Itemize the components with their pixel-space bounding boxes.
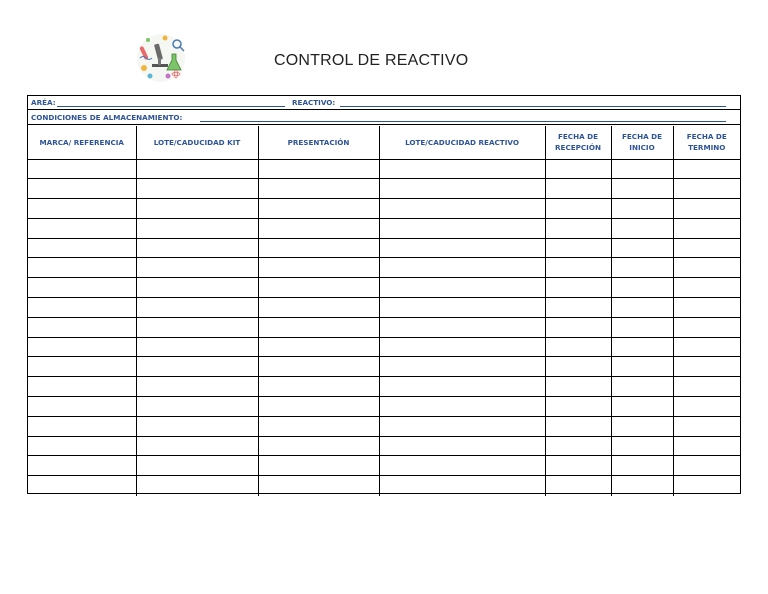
table-cell[interactable] xyxy=(379,377,545,397)
table-cell[interactable] xyxy=(673,218,740,238)
table-cell[interactable] xyxy=(545,278,611,298)
table-cell[interactable] xyxy=(258,456,379,476)
table-cell[interactable] xyxy=(673,436,740,456)
condiciones-field[interactable] xyxy=(200,121,726,122)
table-cell[interactable] xyxy=(611,436,673,456)
table-row xyxy=(28,377,740,397)
table-cell[interactable] xyxy=(28,476,136,496)
table-cell[interactable] xyxy=(258,377,379,397)
table-cell[interactable] xyxy=(136,317,258,337)
col-header-marca: MARCA/ REFERENCIA xyxy=(28,126,136,159)
table-cell[interactable] xyxy=(258,357,379,377)
table-cell[interactable] xyxy=(673,298,740,318)
table-cell[interactable] xyxy=(258,238,379,258)
table-cell[interactable] xyxy=(379,238,545,258)
table-cell[interactable] xyxy=(28,436,136,456)
table-header-row xyxy=(28,126,740,159)
table-row xyxy=(28,357,740,377)
table-row xyxy=(28,416,740,436)
table-cell[interactable] xyxy=(379,337,545,357)
table-cell[interactable] xyxy=(136,436,258,456)
table-cell[interactable] xyxy=(673,377,740,397)
col-header-fecha-termino: FECHA DE TERMINO xyxy=(673,126,740,159)
table-cell[interactable] xyxy=(673,159,740,179)
table-row xyxy=(28,317,740,337)
table-cell[interactable] xyxy=(258,199,379,219)
table-cell[interactable] xyxy=(611,218,673,238)
table-cell[interactable] xyxy=(379,218,545,238)
table-row xyxy=(28,456,740,476)
table-cell[interactable] xyxy=(136,278,258,298)
table-cell[interactable] xyxy=(136,179,258,199)
table-cell[interactable] xyxy=(379,258,545,278)
table-cell[interactable] xyxy=(379,278,545,298)
area-field[interactable] xyxy=(57,106,285,107)
table-cell[interactable] xyxy=(258,179,379,199)
table-cell[interactable] xyxy=(136,416,258,436)
table-row xyxy=(28,476,740,496)
table-cell[interactable] xyxy=(545,317,611,337)
table-cell[interactable] xyxy=(136,357,258,377)
table-cell[interactable] xyxy=(673,397,740,417)
table-cell[interactable] xyxy=(611,476,673,496)
table-cell[interactable] xyxy=(673,476,740,496)
col-header-fecha-inicio: FECHA DE INICIO xyxy=(611,126,673,159)
table-cell[interactable] xyxy=(379,179,545,199)
table-cell[interactable] xyxy=(379,298,545,318)
table-row xyxy=(28,298,740,318)
table-cell[interactable] xyxy=(136,456,258,476)
table-cell[interactable] xyxy=(611,377,673,397)
table-cell[interactable] xyxy=(611,159,673,179)
table-cell[interactable] xyxy=(379,159,545,179)
reagent-table xyxy=(28,126,740,496)
condiciones-row xyxy=(28,111,740,125)
col-header-presentacion: PRESENTACIÓN xyxy=(258,126,379,159)
table-row xyxy=(28,436,740,456)
table-cell[interactable] xyxy=(673,357,740,377)
table-cell[interactable] xyxy=(379,397,545,417)
table-cell[interactable] xyxy=(545,159,611,179)
table-cell[interactable] xyxy=(28,218,136,238)
table-cell[interactable] xyxy=(611,317,673,337)
table-cell[interactable] xyxy=(258,218,379,238)
table-cell[interactable] xyxy=(258,337,379,357)
table-cell[interactable] xyxy=(136,476,258,496)
table-cell[interactable] xyxy=(28,357,136,377)
table-row xyxy=(28,159,740,179)
table-cell[interactable] xyxy=(258,397,379,417)
table-cell[interactable] xyxy=(673,258,740,278)
table-cell[interactable] xyxy=(545,218,611,238)
table-cell[interactable] xyxy=(545,179,611,199)
table-cell[interactable] xyxy=(673,317,740,337)
table-cell[interactable] xyxy=(136,337,258,357)
table-cell[interactable] xyxy=(136,218,258,238)
table-cell[interactable] xyxy=(28,199,136,219)
table-cell[interactable] xyxy=(611,278,673,298)
table-cell[interactable] xyxy=(545,377,611,397)
table-row xyxy=(28,258,740,278)
table-row xyxy=(28,278,740,298)
table-cell[interactable] xyxy=(545,337,611,357)
col-header-fecha-recepcion: FECHA DE RECEPCIÓN xyxy=(545,126,611,159)
table-cell[interactable] xyxy=(28,377,136,397)
table-cell[interactable] xyxy=(28,337,136,357)
table-cell[interactable] xyxy=(611,416,673,436)
table-cell[interactable] xyxy=(611,298,673,318)
table-row xyxy=(28,199,740,219)
table-cell[interactable] xyxy=(673,238,740,258)
lab-logo-icon xyxy=(132,30,190,86)
table-cell[interactable] xyxy=(545,238,611,258)
table-cell[interactable] xyxy=(28,258,136,278)
table-cell[interactable] xyxy=(611,357,673,377)
page-title: CONTROL DE REACTIVO xyxy=(274,52,469,69)
table-cell[interactable] xyxy=(379,456,545,476)
table-cell[interactable] xyxy=(28,397,136,417)
table-cell[interactable] xyxy=(136,258,258,278)
table-cell[interactable] xyxy=(136,397,258,417)
table-cell[interactable] xyxy=(28,238,136,258)
table-cell[interactable] xyxy=(28,298,136,318)
area-label: ARÉA: xyxy=(31,98,56,107)
table-cell[interactable] xyxy=(545,397,611,417)
table-cell[interactable] xyxy=(673,337,740,357)
table-cell[interactable] xyxy=(379,357,545,377)
table-cell[interactable] xyxy=(673,456,740,476)
table-cell[interactable] xyxy=(673,416,740,436)
table-row xyxy=(28,397,740,417)
table-cell[interactable] xyxy=(545,357,611,377)
table-cell[interactable] xyxy=(673,278,740,298)
area-reactivo-row xyxy=(28,96,740,110)
table-cell[interactable] xyxy=(611,258,673,278)
condiciones-label: CONDICIONES DE ALMACENAMIENTO: xyxy=(31,113,183,122)
table-cell[interactable] xyxy=(611,397,673,417)
table-cell[interactable] xyxy=(258,317,379,337)
table-cell[interactable] xyxy=(28,159,136,179)
reagent-control-form xyxy=(27,95,741,494)
table-cell[interactable] xyxy=(673,179,740,199)
table-row xyxy=(28,238,740,258)
reactivo-field[interactable] xyxy=(340,106,726,107)
table-cell[interactable] xyxy=(611,456,673,476)
col-header-lote-reactivo: LOTE/CADUCIDAD REACTIVO xyxy=(379,126,545,159)
table-cell[interactable] xyxy=(258,258,379,278)
table-cell[interactable] xyxy=(28,456,136,476)
table-cell[interactable] xyxy=(611,238,673,258)
table-cell[interactable] xyxy=(379,436,545,456)
table-row xyxy=(28,218,740,238)
table-cell[interactable] xyxy=(28,179,136,199)
table-cell[interactable] xyxy=(258,298,379,318)
table-cell[interactable] xyxy=(673,199,740,219)
table-cell[interactable] xyxy=(379,416,545,436)
table-cell[interactable] xyxy=(611,199,673,219)
table-cell[interactable] xyxy=(258,476,379,496)
table-cell[interactable] xyxy=(136,199,258,219)
table-cell[interactable] xyxy=(545,258,611,278)
table-cell[interactable] xyxy=(258,416,379,436)
col-header-lote-kit: LOTE/CADUCIDAD KIT xyxy=(136,126,258,159)
table-row xyxy=(28,337,740,357)
table-cell[interactable] xyxy=(136,159,258,179)
table-row xyxy=(28,179,740,199)
table-cell[interactable] xyxy=(28,416,136,436)
table-cell[interactable] xyxy=(136,377,258,397)
table-cell[interactable] xyxy=(379,199,545,219)
table-cell[interactable] xyxy=(379,317,545,337)
table-cell[interactable] xyxy=(545,416,611,436)
table-cell[interactable] xyxy=(545,436,611,456)
table-cell[interactable] xyxy=(545,298,611,318)
table-cell[interactable] xyxy=(545,199,611,219)
table-cell[interactable] xyxy=(611,337,673,357)
table-cell[interactable] xyxy=(545,476,611,496)
table-cell[interactable] xyxy=(258,159,379,179)
table-cell[interactable] xyxy=(545,456,611,476)
table-cell[interactable] xyxy=(258,278,379,298)
table-cell[interactable] xyxy=(136,238,258,258)
table-cell[interactable] xyxy=(258,436,379,456)
table-cell[interactable] xyxy=(611,179,673,199)
table-cell[interactable] xyxy=(28,278,136,298)
table-cell[interactable] xyxy=(379,476,545,496)
table-cell[interactable] xyxy=(28,317,136,337)
reactivo-label: REACTIVO: xyxy=(292,98,336,107)
table-cell[interactable] xyxy=(136,298,258,318)
